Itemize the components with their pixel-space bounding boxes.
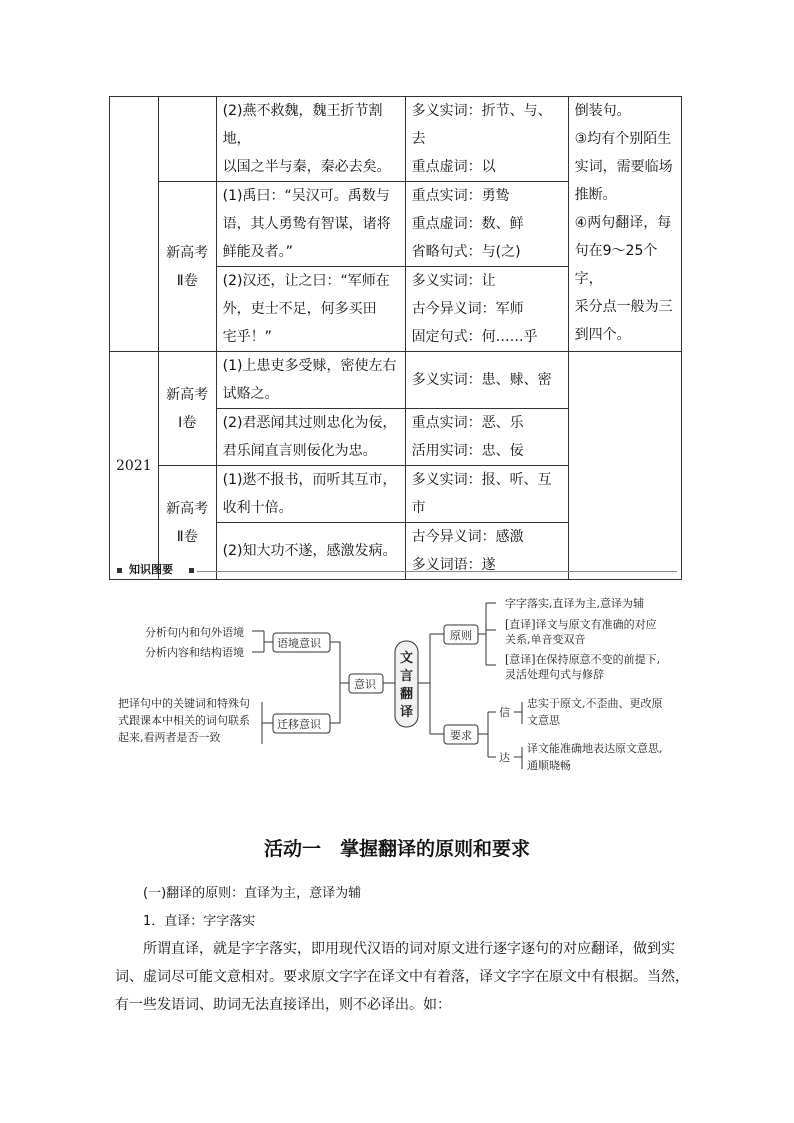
tip-line: 推断。: [574, 187, 617, 203]
note-line: 古今异义词：感激: [411, 529, 524, 545]
xin-text: 忠实于原文,不歪曲、更改原: [527, 697, 663, 710]
tip-line: 采分点一般为三: [574, 299, 673, 315]
tip-line: 句在9～25个字，: [574, 243, 658, 287]
principle-bracket: [478, 603, 496, 665]
paragraph-line: 词、虚词尽可能文意相对。要求原文字字在译文中有着落，译文字字在原文中有根据。当然，: [115, 969, 689, 985]
center-bracket: [418, 634, 444, 734]
transfer-text: 把译句中的关键词和特殊句: [118, 697, 250, 710]
xin-text: 文意思: [527, 714, 560, 727]
center-char: 译: [400, 705, 414, 720]
sentence-line: 鲜能及者。”: [222, 244, 293, 260]
principle-label: 原则: [450, 629, 472, 642]
paragraph-line: 有一些发语词、助词无法直接译出，则不必译出。如：: [115, 997, 451, 1013]
sentence-line: (1)禹曰：“吴汉可。禹数与: [222, 188, 390, 204]
awareness-bracket: [330, 642, 349, 723]
da-text: 译文能准确地表达原文意思,: [527, 742, 663, 755]
paragraph-line: 所谓直译，就是字字落实，即用现代汉语的词对原文进行逐字逐句的对应翻译，做到实: [143, 941, 675, 957]
note-line: 重点虚词：以: [411, 159, 496, 175]
da-label: 达: [499, 751, 510, 764]
context-item: 分析句内和句外语境: [145, 626, 244, 639]
da-text: 通顺晓畅: [527, 759, 571, 772]
sentence-line: (1)逖不报书，而听其互市，: [222, 472, 397, 488]
awareness-label: 意识: [354, 678, 376, 691]
sentence-line: 收利十倍。: [222, 500, 293, 516]
note-line: 重点实词：勇鸷: [411, 188, 510, 204]
principle-item: 关系,单音变双音: [505, 633, 586, 646]
transfer-text: 起来,看两者是否一致: [118, 731, 221, 744]
note-line: 多义词语：遂: [411, 557, 496, 573]
note-line: 多义实词：折节、与、去: [411, 103, 552, 147]
xin-label: 信: [499, 706, 510, 719]
heading-label: 知识图要: [129, 563, 173, 576]
sentence-line: 君乐闻直言则佞化为忠。: [222, 443, 377, 459]
center-char: 言: [400, 669, 414, 684]
note-line: 活用实词：忠、佞: [411, 443, 524, 459]
note-line: 古今异义词：军师: [411, 301, 524, 317]
sentence-line: (2)燕不救魏，魏王折节割地，: [222, 103, 383, 147]
sentence-line: (1)上患吏多受赇，密使左右: [222, 358, 397, 374]
tip-line: ③均有个别陌生: [574, 131, 672, 147]
da-bracket: [514, 747, 522, 769]
tip-line: ④两句翻译，每: [574, 215, 672, 231]
note-line: 固定句式：何……乎: [411, 329, 538, 345]
exam-label: 新高考: [166, 244, 209, 261]
note-line: 多义实词：报、听、互市: [411, 472, 552, 516]
principle-item: [意译]在保持原意不变的前提下,: [505, 653, 661, 666]
context-label: 语境意识: [277, 637, 321, 650]
sentence-line: (2)知大功不遂，感激发病。: [222, 543, 397, 559]
exam-label: Ⅱ卷: [176, 528, 198, 545]
sentence-line: 外，吏士不足，何多买田: [222, 301, 377, 317]
tip-line: 倒装句。: [574, 103, 631, 119]
exam-label: Ⅱ卷: [176, 272, 198, 289]
sentence-line: 以国之半与秦，秦必去矣。: [222, 159, 391, 175]
note-line: 多义实词：让: [411, 273, 496, 289]
center-char: 翻: [400, 687, 414, 702]
sentence-line: 语，其人勇鸷有智谋，诸将: [222, 216, 391, 232]
principle-item: 灵活处理句式与修辞: [505, 668, 604, 681]
exam-label: 新高考: [166, 386, 209, 403]
sentence-line: (2)君恶闻其过则忠化为佞，: [222, 415, 397, 431]
note-line: 多义实词：患、赇、密: [411, 372, 552, 388]
year-cell: 2021: [110, 352, 159, 580]
sentence-line: 试赂之。: [222, 386, 279, 402]
principle-item: [直译]译文与原文有准确的对应: [505, 618, 657, 631]
requirement-bracket: [478, 712, 496, 757]
transfer-bracket: [262, 702, 273, 744]
transfer-text: 式跟课本中相关的词句联系: [118, 714, 250, 727]
subheading: (一)翻译的原则：直译为主，意译为辅: [143, 886, 362, 901]
principle-item: 字字落实,直译为主,意译为辅: [505, 597, 644, 610]
center-char: 文: [400, 651, 414, 666]
sentence-line: (2)汉还，让之曰：“军师在: [222, 273, 390, 289]
exam-label: Ⅰ卷: [178, 414, 197, 431]
context-bracket: [252, 631, 273, 652]
exam-label: 新高考: [166, 500, 209, 517]
tip-line: 实词，需要临场: [574, 159, 673, 175]
note-line: 省略句式：与(之): [411, 244, 521, 260]
xin-bracket: [514, 702, 522, 724]
sentence-line: 宅乎！”: [222, 329, 272, 345]
tip-line: 到四个。: [574, 327, 631, 343]
transfer-label: 迁移意识: [277, 718, 321, 731]
section-title: 活动一 掌握翻译的原则和要求: [263, 838, 530, 860]
item-heading: 1．直译：字字落实: [143, 914, 256, 929]
context-item: 分析内容和结构语境: [145, 646, 244, 659]
note-line: 重点实词：恶、乐: [411, 415, 524, 431]
requirement-label: 要求: [450, 729, 472, 742]
note-line: 重点虚词：数、鲜: [411, 216, 524, 232]
